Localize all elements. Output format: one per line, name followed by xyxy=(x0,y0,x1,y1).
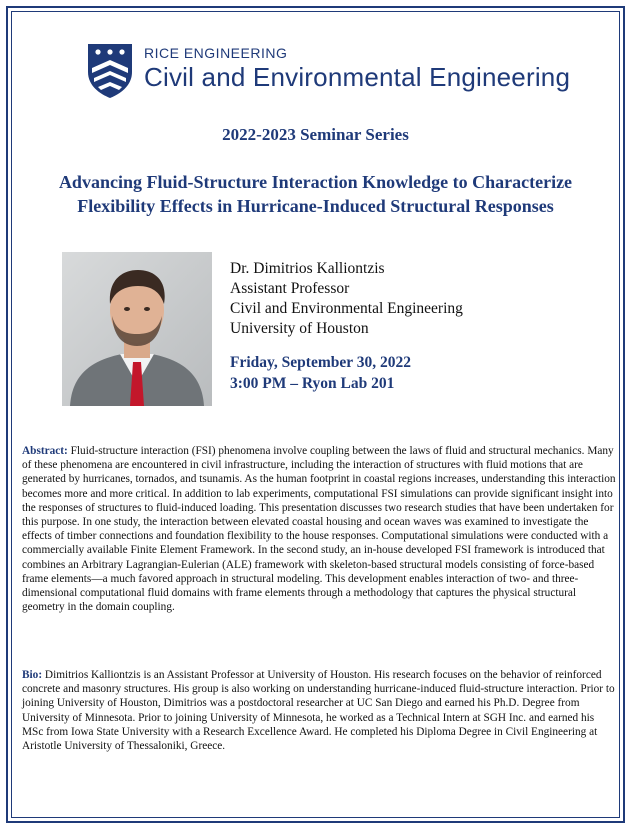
header xyxy=(86,42,570,100)
brand-text xyxy=(144,42,570,93)
speaker-position: Assistant Professor xyxy=(230,280,350,297)
speaker-university: University of Houston xyxy=(230,320,369,337)
seminar-title xyxy=(28,170,603,218)
speaker-info xyxy=(230,259,463,339)
event-date: Friday, September 30, 2022 xyxy=(230,354,411,371)
brand-top-text: RICE ENGINEERING xyxy=(144,45,288,61)
title-line-1: Advancing Fluid-Structure Interaction Knowledge to Characterize xyxy=(58,172,573,192)
bio-text: Dimitrios Kalliontzis is an Assistant Professor at University of Houston. His research focuses on the behavior of reinforced concrete and masonry structures. His group is also working on understanding hurricane-induced fluid-structure interaction. Prior to joining University of Houston, Dimitrios was a postdoctoral researcher at UC San Diego and earned his Ph.D. Degree from University of Minnesota. Prior to joining University of Minnesota, he worked as a Technical Intern at SGH Inc. and earned his MSc from Iowa State University with a Research Excellence Award. He completed his Diploma Degree in Civil Engineering at Aristotle University of Thessaloniki, Greece. xyxy=(22,669,615,753)
flyer-page xyxy=(6,6,625,823)
speaker-photo xyxy=(62,252,212,406)
event-time-location: 3:00 PM – Ryon Lab 201 xyxy=(230,375,395,392)
rice-shield-logo xyxy=(86,42,134,100)
abstract-paragraph xyxy=(22,444,617,614)
speaker-name: Dr. Dimitrios Kalliontzis xyxy=(230,260,385,277)
bio-label: Bio: xyxy=(22,669,45,681)
event-details xyxy=(230,352,411,394)
speaker-department: Civil and Environmental Engineering xyxy=(230,300,463,317)
seminar-series-heading: 2022-2023 Seminar Series xyxy=(222,125,409,144)
speaker-portrait-image xyxy=(62,252,212,406)
title-line-2: Flexibility Effects in Hurricane-Induced Structural Responses xyxy=(77,196,554,216)
abstract-text: Fluid-structure interaction (FSI) phenomena involve coupling between the laws of fluid and structural mechanics. Many of these phenomena are encountered in civil infrastructure, including the interaction of structures with fluid motions that are generated by hurricanes, tornados, and tsunamis. As the human footprint in coastal regions increases, understanding this interaction becomes more and more critical. In addition to lab experiments, computational FSI simulations can provide significant insight into the responses of structures to fluid-induced loading. This presentation discusses two research studies that have been undertaken for this purpose. In one study, the interaction between elevated coastal housing and ocean waves was examined to investigate the effects of timber connections and foundation flexibility to the house responses. Computational simulations were conducted with a commercially available Finite Element Framework. In the second study, an in-house developed FSI framework is introduced that combines an Arbitrary Lagrangian-Eulerian (ALE) framework with skeleton-based structural models consisting of force-based frame elements—a much favored approach in structural modeling. This development enables interaction of two- and three-dimensional computational fluid domains with frame elements through a methodology that captures the physical structural geometry in the domain coupling. xyxy=(22,445,616,614)
abstract-label: Abstract: xyxy=(22,445,71,457)
bio-paragraph xyxy=(22,668,617,753)
brand-main-text: Civil and Environmental Engineering xyxy=(144,62,571,92)
